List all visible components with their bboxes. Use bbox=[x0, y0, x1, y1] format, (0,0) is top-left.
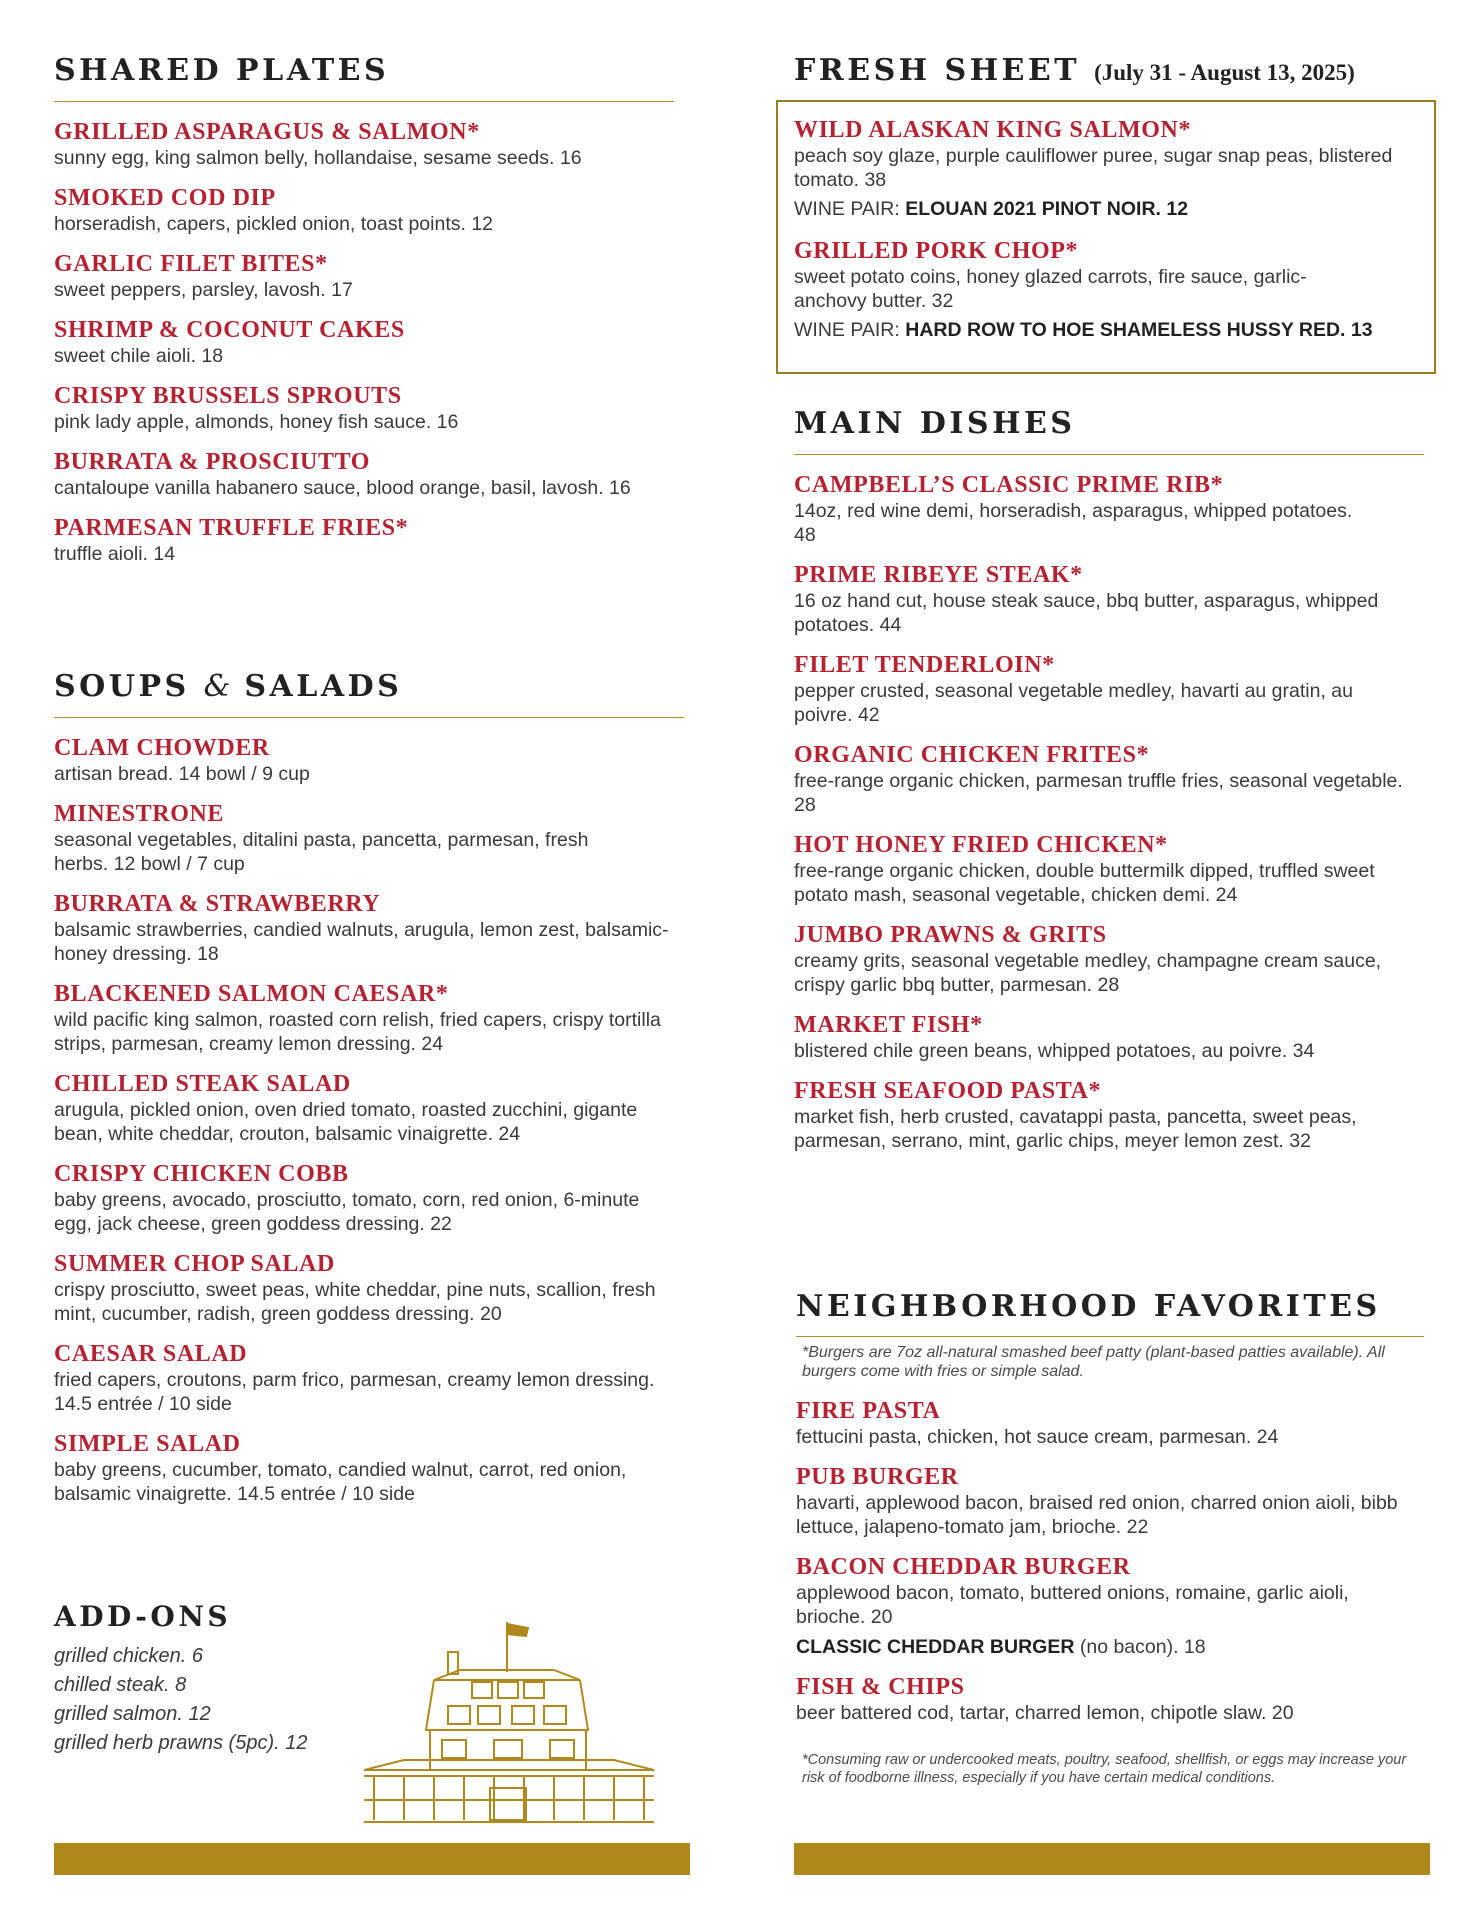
wine-pair-label: WINE PAIR: bbox=[794, 319, 900, 341]
menu-item bbox=[54, 1250, 684, 1326]
item-name: GRILLED ASPARAGUS & SALMON* bbox=[54, 119, 480, 145]
item-name: CRISPY BRUSSELS SPROUTS bbox=[54, 383, 402, 409]
item-desc: pepper crusted, seasonal vegetable medley, havarti au gratin, au poivre. 42 bbox=[794, 680, 1353, 726]
item-name: CAESAR SALAD bbox=[54, 1341, 248, 1367]
menu-item bbox=[794, 831, 1430, 907]
add-on-item: chilled steak. 8 bbox=[54, 1674, 187, 1696]
item-desc: baby greens, cucumber, tomato, candied walnut, carrot, red onion, balsamic vinaigrette. 14.5 entrée / 10 side bbox=[54, 1459, 627, 1505]
main-dishes-list bbox=[794, 471, 1430, 1153]
item-name: FILET TENDERLOIN* bbox=[794, 652, 1055, 678]
item-desc: wild pacific king salmon, roasted corn relish, fried capers, crispy tortilla strips, parmesan, creamy lemon dressing. 24 bbox=[54, 1009, 661, 1055]
add-on-item: grilled chicken. 6 bbox=[54, 1645, 203, 1667]
item-name: JUMBO PRAWNS & GRITS bbox=[794, 922, 1107, 948]
menu-item bbox=[794, 1077, 1430, 1153]
item-name: BLACKENED SALMON CAESAR* bbox=[54, 981, 449, 1007]
item-name: GRILLED PORK CHOP* bbox=[794, 238, 1079, 264]
item-desc: horseradish, capers, pickled onion, toast points. 12 bbox=[54, 213, 494, 235]
menu-item bbox=[54, 734, 684, 786]
menu-item bbox=[796, 1397, 1426, 1449]
burger-note: *Burgers are 7oz all-natural smashed beef patty (plant-based patties available). All burgers come with fries or simple salad. bbox=[802, 1344, 1385, 1380]
divider bbox=[796, 1336, 1424, 1337]
item-name: GARLIC FILET BITES* bbox=[54, 251, 328, 277]
item-desc: artisan bread. 14 bowl / 9 cup bbox=[54, 763, 310, 785]
item-desc: market fish, herb crusted, cavatappi pasta, pancetta, sweet peas, parmesan, serrano, mint, garlic chips, meyer lemon zest. 32 bbox=[794, 1106, 1357, 1152]
menu-item bbox=[796, 1553, 1426, 1659]
menu-item bbox=[794, 471, 1430, 547]
item-desc: 16 oz hand cut, house steak sauce, bbq butter, asparagus, whipped potatoes. 44 bbox=[794, 590, 1379, 636]
item-name: BACON CHEDDAR BURGER bbox=[796, 1554, 1131, 1580]
item-name: CHILLED STEAK SALAD bbox=[54, 1071, 351, 1097]
item-desc: free-range organic chicken, parmesan truffle fries, seasonal vegetable. 28 bbox=[794, 770, 1403, 816]
item-desc: creamy grits, seasonal vegetable medley, champagne cream sauce, crispy garlic bbq butter, parmesan. 28 bbox=[794, 950, 1382, 996]
menu-item bbox=[796, 1463, 1426, 1539]
fresh-sheet-heading bbox=[794, 54, 1430, 90]
item-name: FISH & CHIPS bbox=[796, 1674, 965, 1700]
item-name: MINESTRONE bbox=[54, 801, 225, 827]
heading-ampersand: & bbox=[203, 669, 231, 704]
footer-bar bbox=[794, 1843, 1430, 1875]
item-desc: baby greens, avocado, prosciutto, tomato, corn, red onion, 6-minute egg, jack cheese, green goddess dressing. 22 bbox=[54, 1189, 640, 1235]
fresh-sheet-box bbox=[776, 100, 1436, 374]
menu-item bbox=[54, 1340, 684, 1416]
menu-item bbox=[54, 1070, 684, 1146]
divider bbox=[54, 101, 674, 102]
item-name: SUMMER CHOP SALAD bbox=[54, 1251, 335, 1277]
item-name: PARMESAN TRUFFLE FRIES* bbox=[54, 515, 409, 541]
menu-item bbox=[794, 561, 1430, 637]
divider bbox=[54, 717, 684, 718]
item-name: FRESH SEAFOOD PASTA* bbox=[794, 1078, 1102, 1104]
menu-item bbox=[794, 921, 1430, 997]
item-desc: beer battered cod, tartar, charred lemon, chipotle slaw. 20 bbox=[796, 1702, 1294, 1724]
item-name: BURRATA & PROSCIUTTO bbox=[54, 449, 371, 475]
item-name: SMOKED COD DIP bbox=[54, 185, 276, 211]
item-desc: cantaloupe vanilla habanero sauce, blood orange, basil, lavosh. 16 bbox=[54, 477, 631, 499]
menu-item bbox=[796, 1673, 1426, 1725]
fresh-sheet-dates: (July 31 - August 13, 2025) bbox=[1094, 60, 1355, 85]
heading-title: FRESH SHEET bbox=[794, 53, 1081, 88]
menu-item bbox=[54, 316, 684, 368]
disclaimer: *Consuming raw or undercooked meats, poultry, seafood, shellfish, or eggs may increase your risk of foodborne illness, especially if you have certain medical conditions. bbox=[802, 1752, 1407, 1786]
menu-item bbox=[54, 184, 684, 236]
item-desc: free-range organic chicken, double buttermilk dipped, truffled sweet potato mash, seasonal vegetable, chicken demi. 24 bbox=[794, 860, 1375, 906]
item-name: PUB BURGER bbox=[796, 1464, 959, 1490]
heading-part: SALADS bbox=[244, 669, 403, 704]
item-desc: sweet peppers, parsley, lavosh. 17 bbox=[54, 279, 353, 301]
item-name: SHRIMP & COCONUT CAKES bbox=[54, 317, 405, 343]
item-name: CRISPY CHICKEN COBB bbox=[54, 1161, 349, 1187]
footer-bar bbox=[54, 1843, 690, 1875]
menu-item bbox=[54, 800, 684, 876]
neighborhood-heading: NEIGHBORHOOD FAVORITES bbox=[796, 1289, 1381, 1324]
item-desc: sunny egg, king salmon belly, hollandaise, sesame seeds. 16 bbox=[54, 147, 582, 169]
item-desc: truffle aioli. 14 bbox=[54, 543, 176, 565]
item-desc: balsamic strawberries, candied walnuts, arugula, lemon zest, balsamic-honey dressing. 18 bbox=[54, 919, 669, 965]
soups-salads-heading bbox=[54, 670, 684, 704]
wine-pair bbox=[794, 197, 1418, 221]
soups-salads-list bbox=[54, 734, 684, 1506]
item-desc: havarti, applewood bacon, braised red onion, charred onion aioli, bibb lettuce, jalapeno-tomato jam, brioche. 22 bbox=[796, 1492, 1398, 1538]
item-desc: seasonal vegetables, ditalini pasta, pancetta, parmesan, fresh herbs. 12 bowl / 7 cup bbox=[54, 829, 589, 875]
item-name: SIMPLE SALAD bbox=[54, 1431, 241, 1457]
neighborhood-list bbox=[796, 1397, 1426, 1725]
neighborhood-section bbox=[796, 1290, 1430, 1787]
fresh-sheet-section bbox=[794, 53, 1430, 341]
menu-item bbox=[794, 651, 1430, 727]
item-desc: applewood bacon, tomato, buttered onions, romaine, garlic aioli, brioche. 20 bbox=[796, 1582, 1349, 1628]
main-dishes-section bbox=[794, 407, 1430, 1153]
item-desc: crispy prosciutto, sweet peas, white cheddar, pine nuts, scallion, fresh mint, cucumber, radish, green goddess dressing. 20 bbox=[54, 1279, 656, 1325]
item-desc: fried capers, croutons, parm frico, parmesan, creamy lemon dressing. 14.5 entrée / 10 side bbox=[54, 1369, 655, 1415]
item-name: HOT HONEY FRIED CHICKEN* bbox=[794, 832, 1168, 858]
menu-item bbox=[54, 514, 684, 566]
wine-pair-value: ELOUAN 2021 PINOT NOIR. 12 bbox=[905, 198, 1189, 220]
menu-item bbox=[794, 1011, 1430, 1063]
shared-plates-section bbox=[54, 54, 684, 566]
item-name: CAMPBELL’S CLASSIC PRIME RIB* bbox=[794, 472, 1224, 498]
menu-item bbox=[54, 1160, 684, 1236]
menu-item bbox=[54, 980, 684, 1056]
item-name: FIRE PASTA bbox=[796, 1398, 941, 1424]
item-desc: arugula, pickled onion, oven dried tomato, roasted zucchini, gigante bean, white cheddar, crouton, balsamic vinaigrette. 24 bbox=[54, 1099, 638, 1145]
wine-pair-label: WINE PAIR: bbox=[794, 198, 900, 220]
shared-plates-heading: SHARED PLATES bbox=[54, 53, 390, 88]
item-desc: sweet chile aioli. 18 bbox=[54, 345, 224, 367]
menu-item bbox=[54, 382, 684, 434]
heading-part: SOUPS bbox=[54, 669, 190, 704]
house-illustration-icon bbox=[364, 1620, 654, 1830]
menu-item bbox=[54, 890, 684, 966]
item-name: CLASSIC CHEDDAR BURGER bbox=[796, 1636, 1075, 1658]
menu-item bbox=[54, 1430, 684, 1506]
item-desc: peach soy glaze, purple cauliflower puree, sugar snap peas, blistered tomato. 38 bbox=[794, 145, 1393, 191]
item-desc: sweet potato coins, honey glazed carrots, fire sauce, garlic-anchovy butter. 32 bbox=[794, 266, 1307, 312]
item-name: MARKET FISH* bbox=[794, 1012, 983, 1038]
add-on-item: grilled salmon. 12 bbox=[54, 1703, 211, 1725]
item-name: PRIME RIBEYE STEAK* bbox=[794, 562, 1083, 588]
shared-plates-list bbox=[54, 118, 684, 566]
menu-item bbox=[54, 250, 684, 302]
wine-pair bbox=[794, 318, 1418, 342]
item-desc: blistered chile green beans, whipped potatoes, au poivre. 34 bbox=[794, 1040, 1315, 1062]
menu-item bbox=[54, 448, 684, 500]
item-desc: 14oz, red wine demi, horseradish, asparagus, whipped potatoes. 48 bbox=[794, 500, 1353, 546]
wine-pair-value: HARD ROW TO HOE SHAMELESS HUSSY RED. 13 bbox=[905, 319, 1373, 341]
main-dishes-heading: MAIN DISHES bbox=[794, 406, 1076, 441]
add-on-item: grilled herb prawns (5pc). 12 bbox=[54, 1732, 308, 1754]
menu-item bbox=[54, 118, 684, 170]
soups-salads-section bbox=[54, 670, 684, 1506]
item-name: BURRATA & STRAWBERRY bbox=[54, 891, 381, 917]
item-name: WILD ALASKAN KING SALMON* bbox=[794, 117, 1192, 143]
item-desc: pink lady apple, almonds, honey fish sauce. 16 bbox=[54, 411, 459, 433]
classic-cheddar-burger bbox=[796, 1635, 1426, 1659]
fresh-item bbox=[794, 116, 1418, 221]
item-name: CLAM CHOWDER bbox=[54, 735, 270, 761]
item-desc: fettucini pasta, chicken, hot sauce cream, parmesan. 24 bbox=[796, 1426, 1279, 1448]
fresh-item bbox=[794, 237, 1418, 342]
divider bbox=[794, 454, 1424, 455]
item-desc: (no bacon). 18 bbox=[1074, 1636, 1206, 1658]
add-ons-heading: ADD-ONS bbox=[54, 1600, 232, 1633]
item-name: ORGANIC CHICKEN FRITES* bbox=[794, 742, 1150, 768]
menu-item bbox=[794, 741, 1430, 817]
